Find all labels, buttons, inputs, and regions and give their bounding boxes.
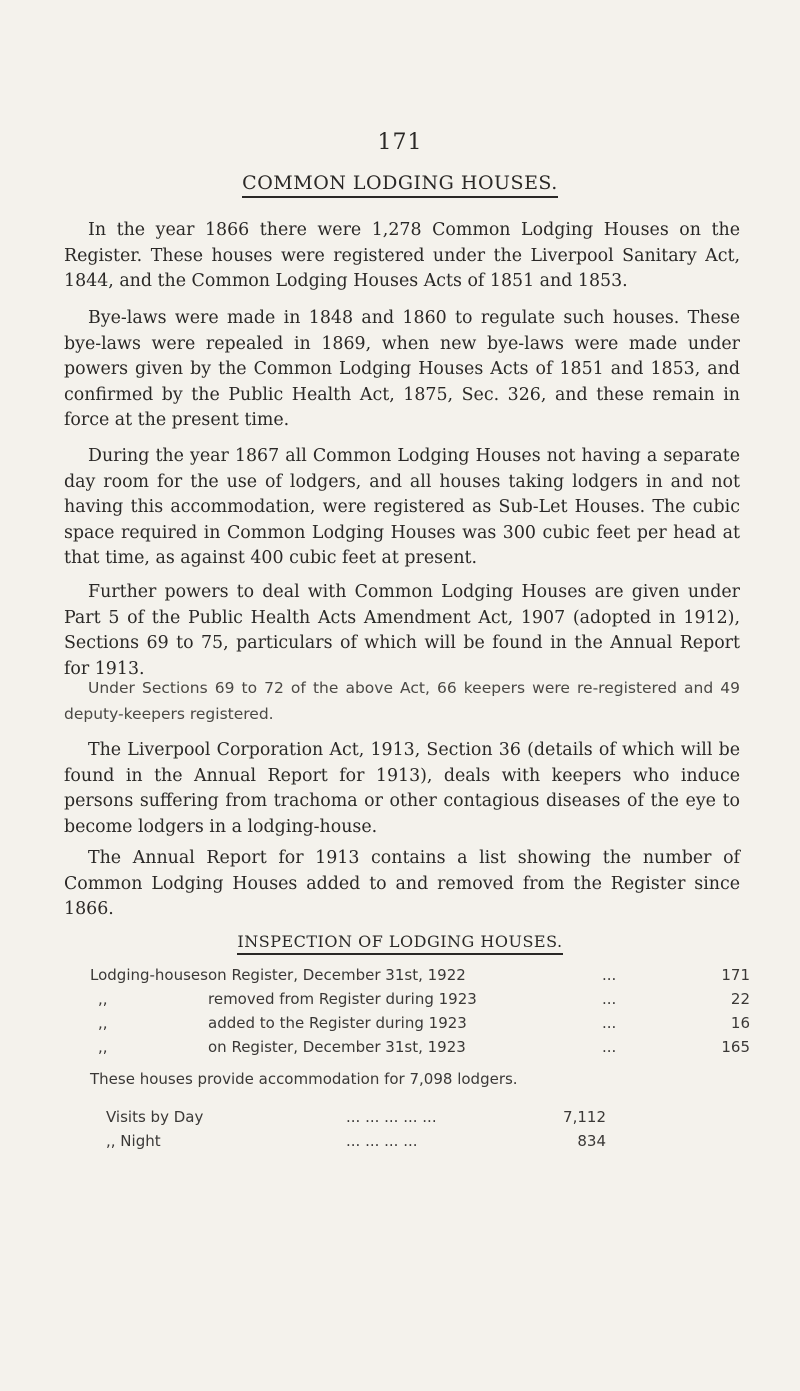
section-heading: [0, 172, 800, 194]
row-prefix: ,,: [98, 1014, 108, 1032]
accommodation-note: These houses provide accommodation for 7,098 lodgers.: [90, 1070, 518, 1088]
row-dots: ...: [602, 1014, 617, 1032]
row-dots: ...: [602, 966, 617, 984]
visits-value: 834: [577, 1132, 606, 1150]
row-value: 165: [721, 1038, 750, 1056]
row-value: 171: [721, 966, 750, 984]
row-dots: ...: [602, 990, 617, 1008]
paragraph-3: During the year 1867 all Common Lodging Houses not having a separate day room for the use of lodgers, and all houses taking lodgers in and not having this accommodation, were registered as Sub-Let Houses. The cubic space required in Common Lodging Houses was 300 cubic feet per head at that time, as against 400 cubic feet at present.: [64, 446, 740, 568]
visits-label: ,, Night: [106, 1132, 161, 1150]
section-heading-text: COMMON LODGING HOUSES.: [242, 172, 558, 198]
paragraph-1: In the year 1866 there were 1,278 Common Lodging Houses on the Register. These houses were registered under the Liverpool Sanitary Act, 1844, and the Common Lodging Houses Acts of 1851 and 1853.: [64, 220, 740, 291]
row-prefix: ,,: [98, 990, 108, 1008]
inspection-row: [90, 990, 750, 1014]
paragraph-4: Further powers to deal with Common Lodging Houses are given under Part 5 of the Public Health Acts Amendment Act, 1907 (adopted in 1912), Sections 69 to 75, particulars of which will be found in the Annual Report for 1913.: [64, 582, 740, 679]
row-prefix: ,,: [98, 1038, 108, 1056]
visits-dots: ... ... ... ...: [346, 1132, 418, 1150]
paragraph-2: Bye-laws were made in 1848 and 1860 to regulate such houses. These bye-laws were repealed in 1869, when new bye-laws were made under powers given by the Common Lodging Houses Acts of 1851 and 1853, and confirmed by the Public Health Act, 1875, Sec. 326, and these remain in force at the present time.: [64, 308, 740, 430]
paragraph-7: The Annual Report for 1913 contains a list showing the number of Common Lodging Houses added to and removed from the Register since 1866.: [64, 848, 740, 919]
row-value: 16: [730, 1014, 750, 1032]
visits-dots: ... ... ... ... ...: [346, 1108, 437, 1126]
visits-row: [106, 1132, 606, 1156]
row-label: on Register, December 31st, 1923: [208, 1038, 466, 1056]
visits-value: 7,112: [563, 1108, 606, 1126]
row-label: removed from Register during 1923: [208, 990, 477, 1008]
inspection-row: [90, 1038, 750, 1062]
row-dots: ...: [602, 1038, 617, 1056]
inspection-row: [90, 1014, 750, 1038]
row-prefix: Lodging-houses: [90, 966, 208, 984]
row-value: 22: [730, 990, 750, 1008]
inspection-row: [90, 966, 750, 990]
inspection-heading: [0, 932, 800, 951]
paragraph-6: The Liverpool Corporation Act, 1913, Section 36 (details of which will be found in the Annual Report for 1913), deals with keepers who induce persons suffering from trachoma or other contagious diseases of the eye to become lodgers in a lodging-house.: [64, 740, 740, 837]
visits-label: Visits by Day: [106, 1108, 204, 1126]
paragraph-5: Under Sections 69 to 72 of the above Act, 66 keepers were re-registered and 49 deputy-keepers registered.: [64, 679, 740, 723]
row-label: on Register, December 31st, 1922: [208, 966, 466, 984]
visits-row: [106, 1108, 606, 1132]
inspection-heading-text: INSPECTION OF LODGING HOUSES.: [237, 932, 562, 955]
row-label: added to the Register during 1923: [208, 1014, 467, 1032]
page-number: 171: [377, 130, 423, 155]
